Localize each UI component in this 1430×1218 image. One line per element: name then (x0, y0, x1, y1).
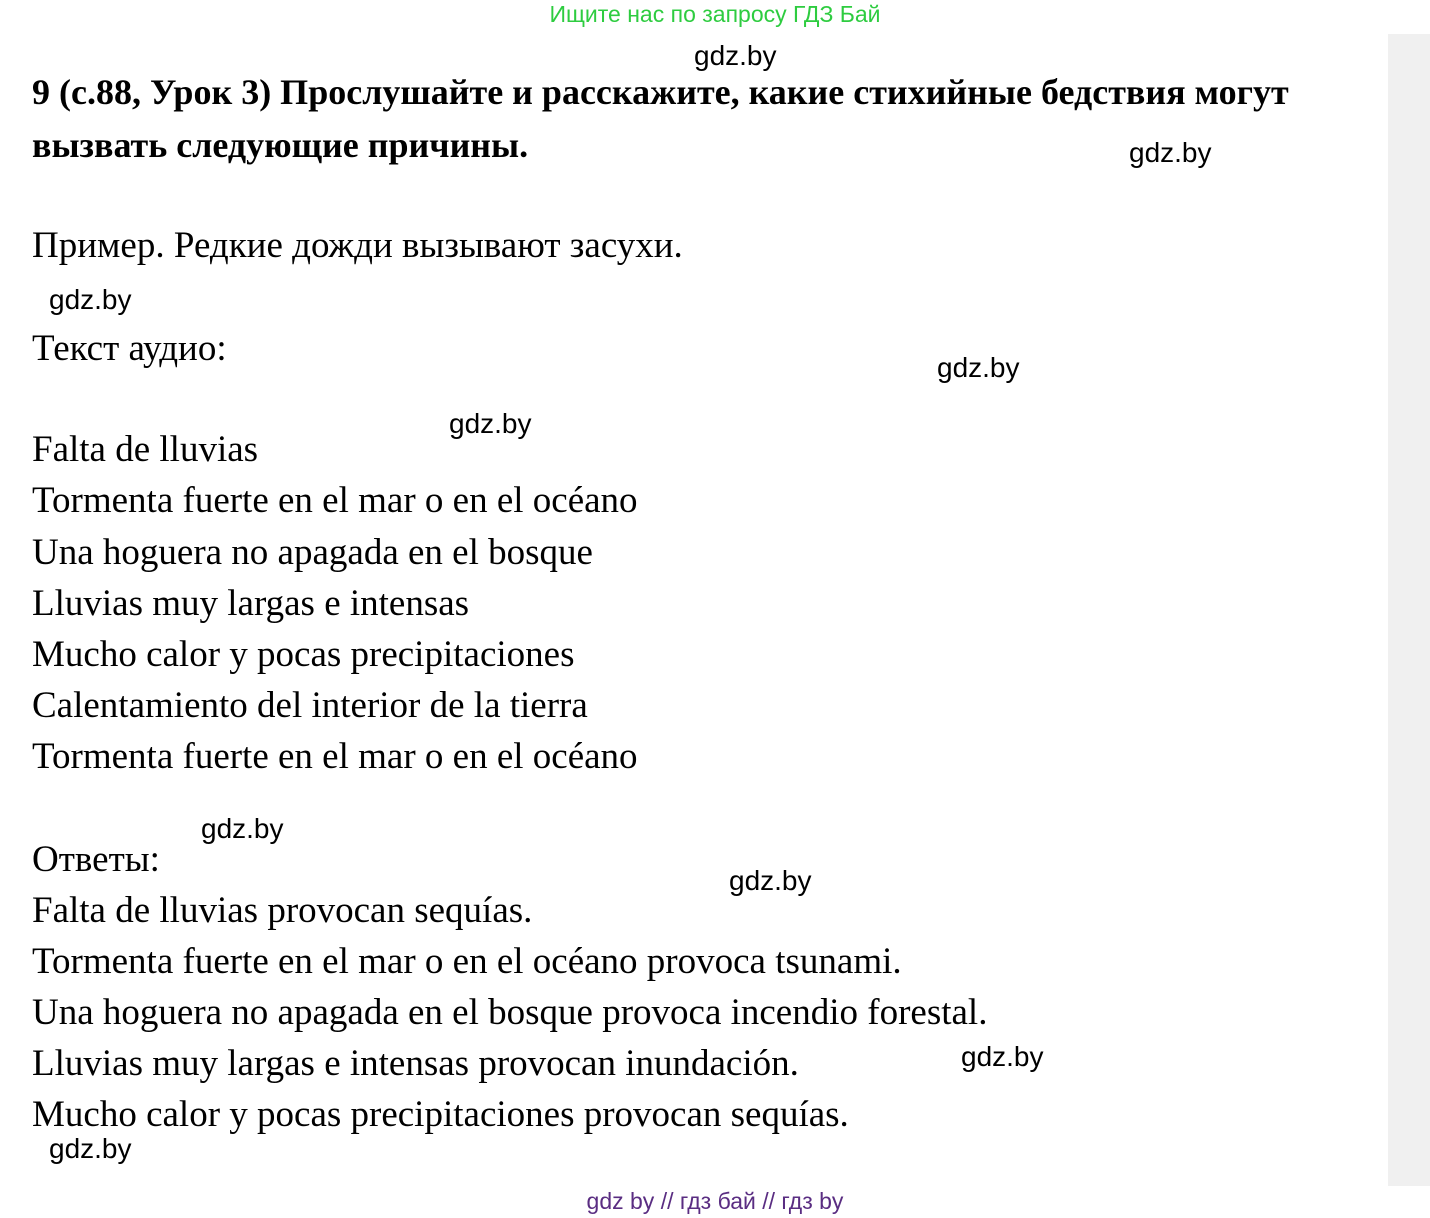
watermark: gdz.by (201, 813, 284, 844)
audio-line: Tormenta fuerte en el mar o en el océano (32, 480, 638, 521)
audio-line: Lluvias muy largas e intensas (32, 583, 470, 624)
watermark: gdz.by (449, 408, 532, 439)
audio-heading: Текст аудио: (32, 328, 227, 369)
watermark: gdz.by (49, 284, 132, 315)
answers-heading: Ответы: (32, 839, 160, 880)
watermark: gdz.by (961, 1041, 1044, 1072)
audio-line: Tormenta fuerte en el mar o en el océano (32, 736, 638, 777)
watermark: gdz.by (937, 352, 1020, 383)
answer-line: Tormenta fuerte en el mar o en el océano provoca tsunami. (32, 941, 902, 982)
answer-line: Lluvias muy largas e intensas provocan inundación. (32, 1043, 799, 1084)
watermark: gdz.by (694, 40, 777, 71)
exercise-title: 9 (с.88, Урок 3) Прослушайте и расскажите, какие стихийные бедствия могут вызвать следующие причины. (32, 72, 1289, 165)
audio-line: Mucho calor y pocas precipitaciones (32, 634, 575, 675)
watermark: gdz.by (1129, 137, 1212, 168)
example-sentence: Пример. Редкие дожди вызывают засухи. (32, 225, 683, 266)
answer-line: Una hoguera no apagada en el bosque provoca incendio forestal. (32, 992, 988, 1033)
audio-line: Falta de lluvias (32, 429, 259, 470)
audio-line: Una hoguera no apagada en el bosque (32, 532, 593, 573)
watermark: gdz.by (729, 865, 812, 896)
footer-links: gdz by // гдз бай // гдз by (586, 1188, 844, 1214)
answer-line: Mucho calor y pocas precipitaciones provocan sequías. (32, 1094, 849, 1135)
watermark: gdz.by (49, 1133, 132, 1164)
scrollbar-track[interactable] (1388, 34, 1430, 1186)
search-banner: Ищите нас по запросу ГДЗ Бай (549, 1, 881, 27)
audio-line: Calentamiento del interior de la tierra (32, 685, 588, 726)
answer-line: Falta de lluvias provocan sequías. (32, 890, 533, 931)
